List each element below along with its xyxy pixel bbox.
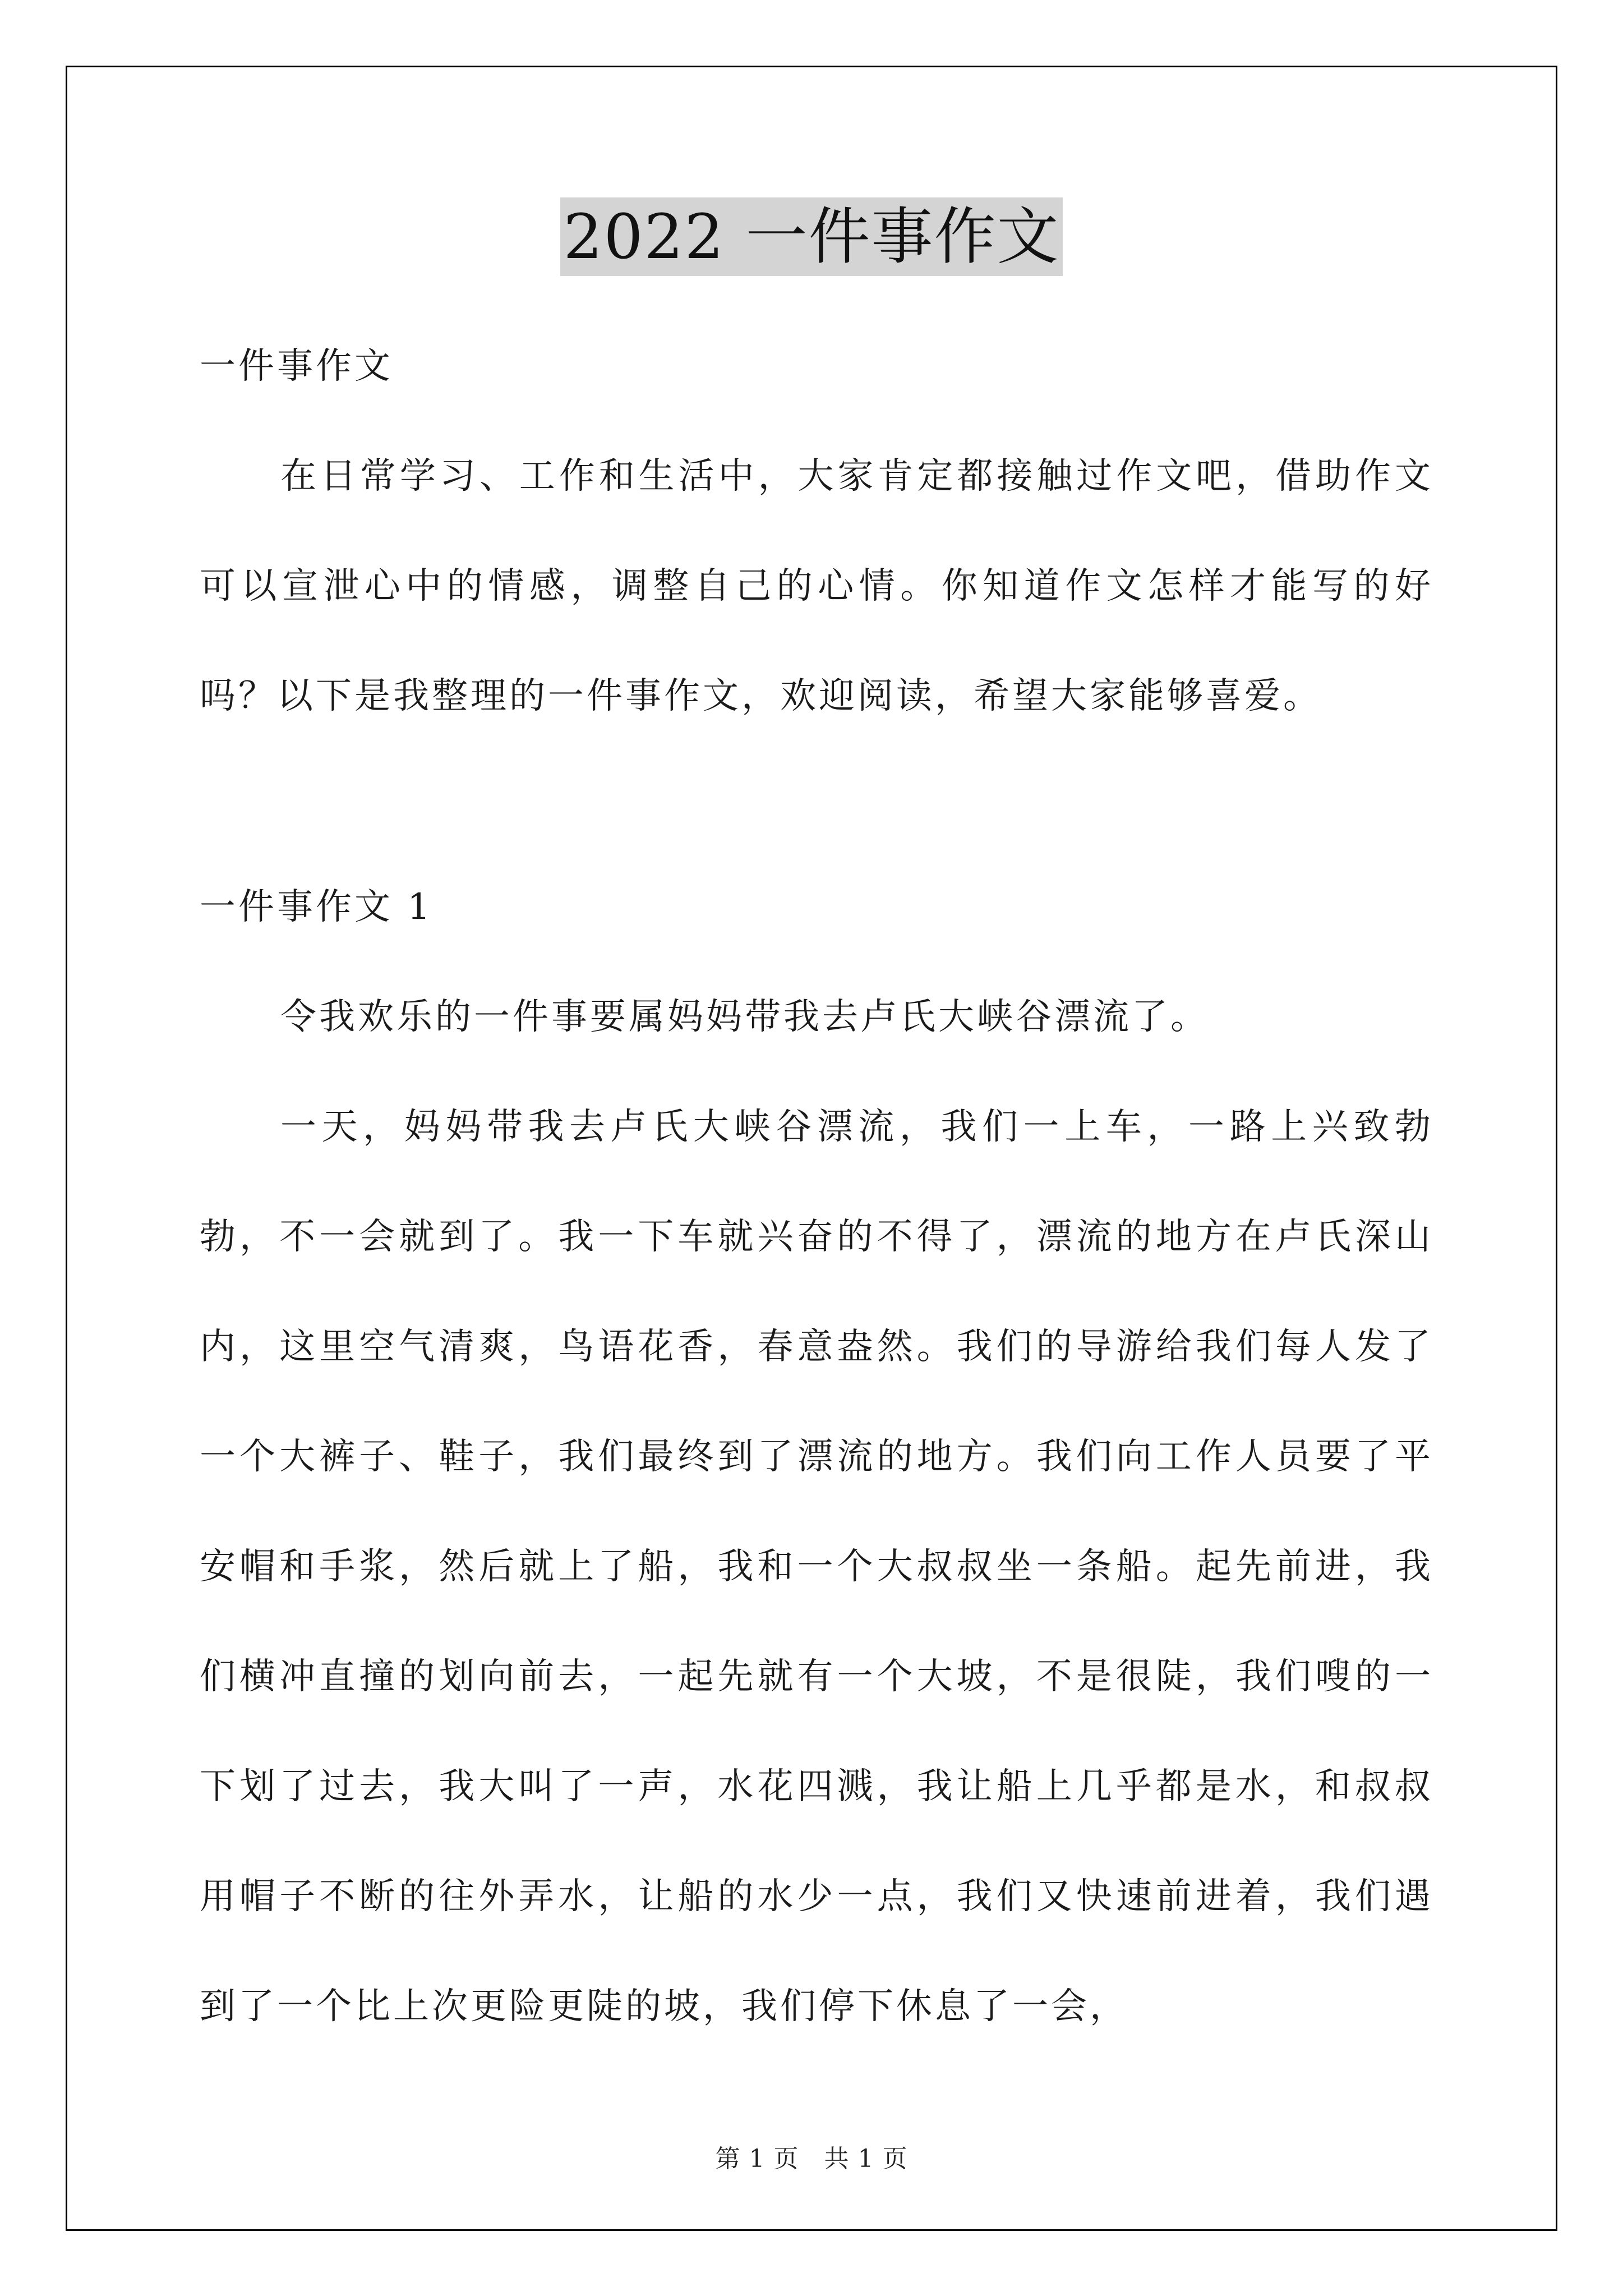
- title-container: [0, 197, 1623, 276]
- document-body: [200, 311, 1433, 2062]
- paragraph-spacer: [200, 751, 1433, 852]
- essay-heading: 一件事作文 1: [200, 886, 434, 928]
- document-title: 2022 一件事作文: [560, 197, 1063, 276]
- page-footer: 第 1 页 共 1 页: [715, 2145, 908, 2173]
- essay-paragraph: 令我欢乐的一件事要属妈妈带我去卢氏大峡谷漂流了。: [280, 996, 1209, 1038]
- essay-paragraph: 一天，妈妈带我去卢氏大峡谷漂流，我们一上车，一路上兴致勃勃，不一会就到了。我一下车就兴奋的不得了，漂流的地方在卢氏深山内，这里空气清爽，鸟语花香，春意盎然。我们的导游给我们每人发了一个大裤子、鞋子，我们最终到了漂流的地方。我们向工作人员要了平安帽和手浆，然后就上了船，我和一个大叔叔坐一条船。起先前进，我们横冲直撞的划向前去，一起先就有一个大坡，不是很陡，我们嗖的一下划了过去，我大叫了一声，水花四溅，我让船上几乎都是水，和叔叔用帽子不断的往外弄水，让船的水少一点，我们又快速前进着，我们遇到了一个比上次更险更陡的坡，我们停下休息了一会，: [200, 1106, 1433, 2027]
- intro-paragraph: 在日常学习、工作和生活中，大家肯定都接触过作文吧，借助作文可以宣泄心中的情感，调整自己的心情。你知道作文怎样才能写的好吗？以下是我整理的一件事作文，欢迎阅读，希望大家能够喜爱。: [200, 455, 1433, 717]
- section-heading: 一件事作文: [200, 346, 393, 387]
